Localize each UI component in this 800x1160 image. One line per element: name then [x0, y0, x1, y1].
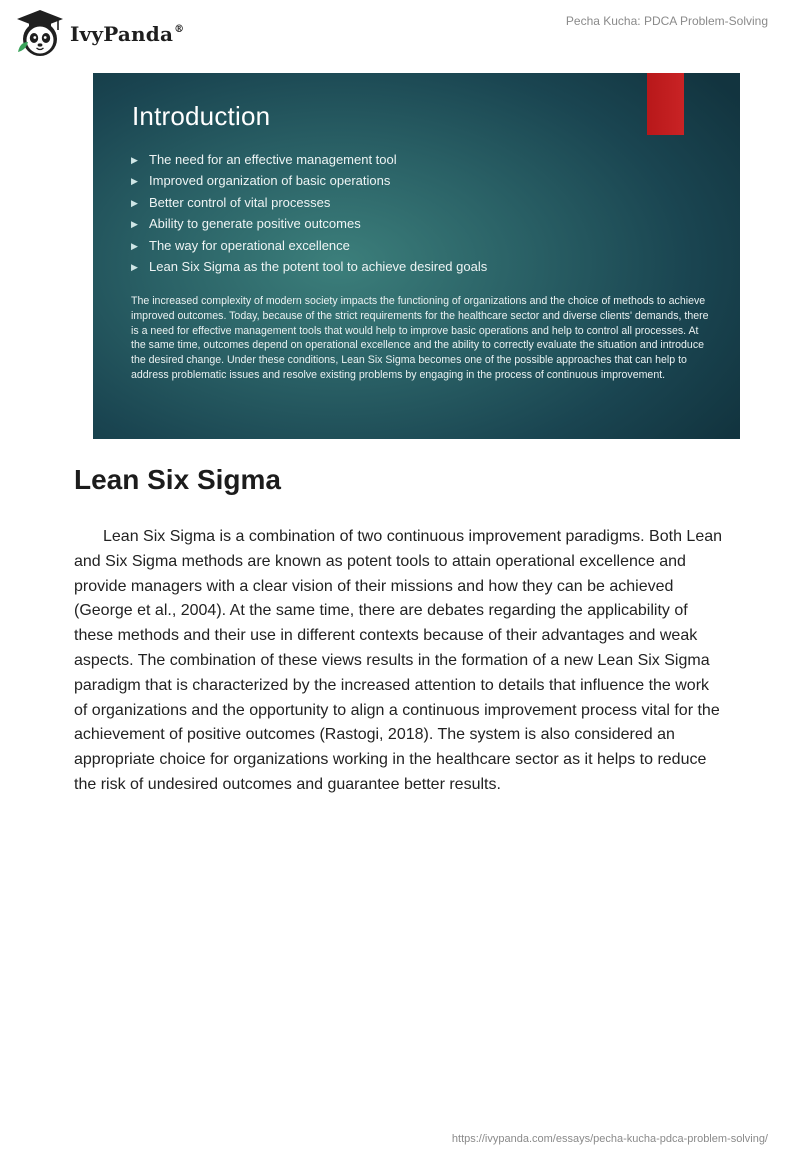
slide-bullet: ▶ Improved organization of basic operations: [131, 170, 487, 191]
slide-paragraph: The increased complexity of modern society impacts the functioning of organizations and the choice of methods to achieve improved outcomes. Today, because of the strict requirements for the healthcare sector and diverse clients' demands, there is a need for effective management tools that would help to improve basic operations and help to control all processes. At the same time, outcomes depend on operational excellence and the ability to correctly evaluate the situation and introduce the desired change. Under these conditions, Lean Six Sigma becomes one of the possible approaches that can help to address problematic issues and resolve existing problems by engaging in the process of continuous improvement.: [131, 295, 709, 381]
document-title: Pecha Kucha: PDCA Problem-Solving: [565, 14, 768, 28]
body-paragraph: Lean Six Sigma is a combination of two continuous improvement paradigms. Both Lean and Six Sigma methods are known as potent tools to attain operational excellence and provide managers with a clear vision of their missions and how they can be achieved (George et al., 2004). At the same time, there are debates regarding the applicability of these methods and their use in different contexts because of their advantages and weak aspects. The combination of these views results in the formation of a new Lean Six Sigma paradigm that is characterized by the increased attention to details that influence the work of organizations and the opportunity to align a continuous improvement process vital for the achievement of positive outcomes (Rastogi, 2018). The system is also considered an appropriate choice for organizations working in the healthcare sector as it helps to reduce the risk of undesired outcomes and guarantee better results.: [74, 528, 723, 793]
slide-bullet-list: [131, 149, 487, 277]
slide-bullet: ▶ The need for an effective management tool: [131, 149, 487, 170]
logo-wordmark: IvyPanda®: [70, 22, 185, 46]
triangle-bullet-icon: ▶: [131, 197, 138, 208]
slide-bullet: ▶ Better control of vital processes: [131, 192, 487, 213]
slide-bullet: ▶ The way for operational excellence: [131, 235, 487, 256]
slide-bullet: ▶ Ability to generate positive outcomes: [131, 213, 487, 234]
slide-title: Introduction: [132, 101, 271, 131]
section-heading: Lean Six Sigma: [74, 464, 281, 495]
triangle-bullet-icon: ▶: [131, 261, 138, 272]
triangle-bullet-icon: ▶: [131, 176, 138, 187]
panda-graduate-icon: [14, 8, 66, 60]
ivypanda-logo[interactable]: [14, 8, 184, 60]
slide-bullet: ▶ Lean Six Sigma as the potent tool to achieve desired goals: [131, 256, 487, 277]
slide-accent-bar: [647, 73, 684, 135]
triangle-bullet-icon: ▶: [131, 219, 138, 230]
slide-image: [93, 73, 740, 439]
triangle-bullet-icon: ▶: [131, 240, 138, 251]
triangle-bullet-icon: ▶: [131, 155, 138, 165]
footer-url-link[interactable]: https://ivypanda.com/essays/pecha-kucha-pdca-problem-solving/: [451, 1133, 768, 1145]
